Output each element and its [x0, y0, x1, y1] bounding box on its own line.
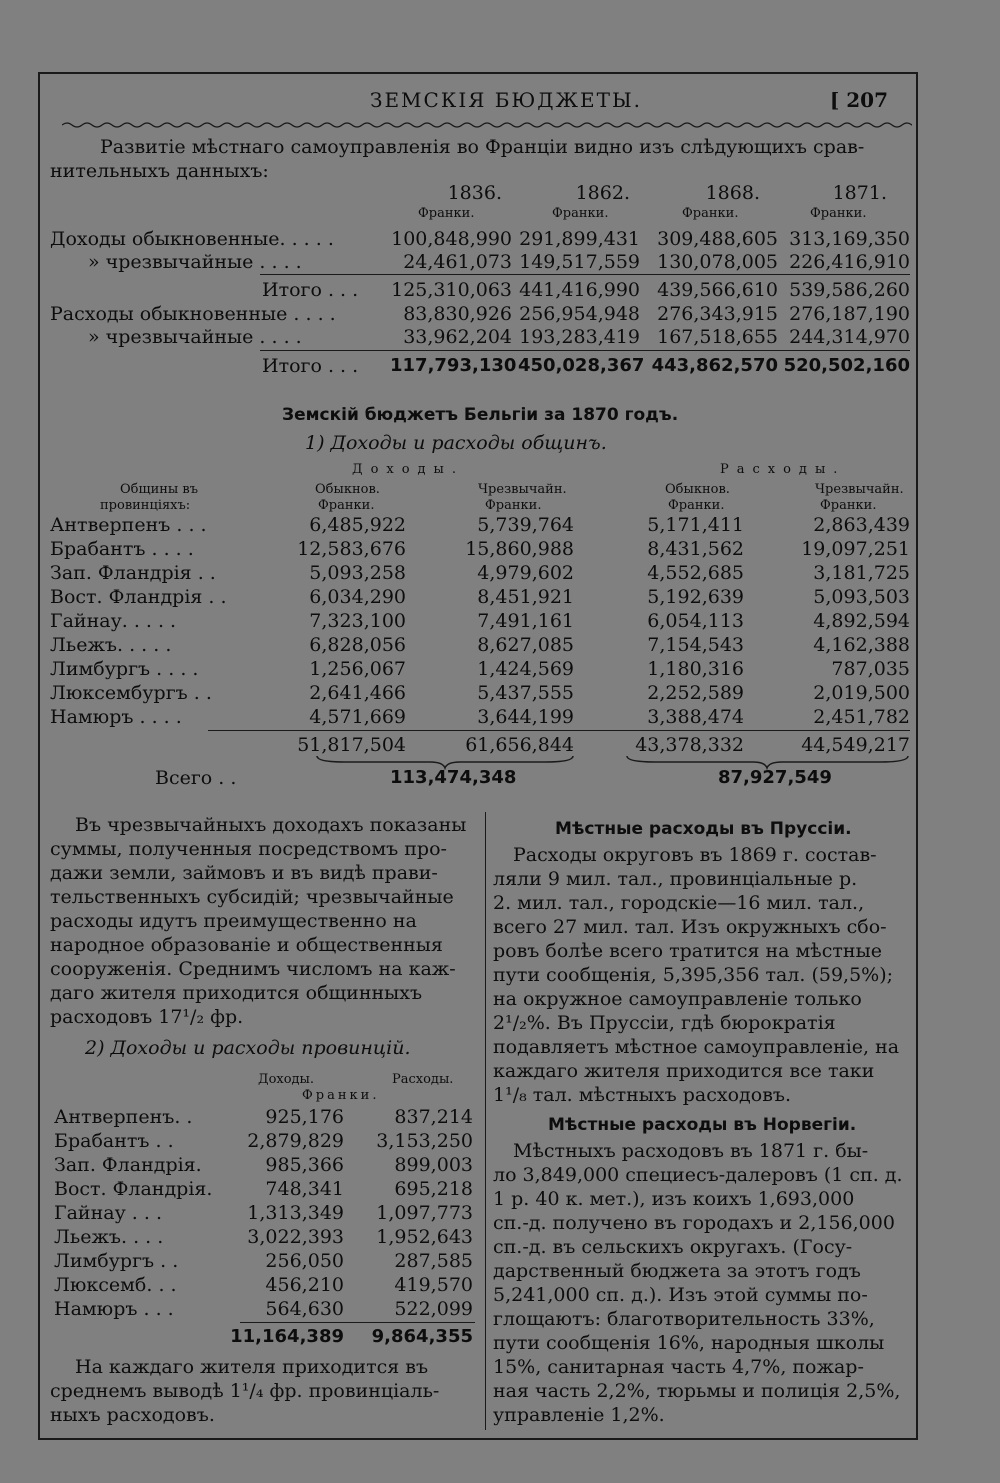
belgium-unit: Франки. — [820, 498, 877, 513]
left-para-line: Въ чрезвычайныхъ доходахъ показаны — [75, 814, 467, 836]
norway-line: 5,241,000 сп. д.). Изъ этой суммы по- — [493, 1284, 868, 1306]
belgium-col-head: Обыкнов. — [665, 482, 730, 497]
belgium-cell: 15,860,988 — [465, 538, 574, 560]
belgium-cell: 6,054,113 — [647, 610, 744, 632]
belgium-cell: 8,627,085 — [477, 634, 574, 656]
france-cell: 167,518,655 — [657, 326, 778, 348]
france-year-4: 1871. — [832, 182, 887, 204]
france-cell: 226,416,910 — [789, 251, 910, 273]
page-number: [ 207 — [829, 88, 888, 112]
norway-line: глощаютъ: благотворительность 33%, — [493, 1308, 875, 1330]
belgium-group-expense: Расходы. — [720, 462, 846, 477]
prussia-line: каждаго жителя приходится все таки — [493, 1060, 875, 1082]
prussia-line: всего 27 мил. тал. Изъ окружныхъ сбо- — [493, 916, 887, 938]
france-cell: 539,586,260 — [789, 279, 910, 301]
belgium-cell: 8,451,921 — [477, 586, 574, 608]
province-name: Гайнау . . . — [54, 1202, 162, 1224]
prussia-line: на окружное самоуправленіе только — [493, 988, 862, 1010]
left-para-line: сооруженія. Среднимъ числомъ на каж- — [50, 958, 456, 980]
belgium-row-name: Зап. Фландрія . . — [50, 562, 216, 584]
belgium-total-expense: 87,927,549 — [718, 767, 832, 788]
left-final-line: среднемъ выводѣ 1¹/₄ фр. провинціаль- — [50, 1380, 440, 1402]
belgium-row-name: Антверпенъ . . . — [50, 514, 207, 536]
left-para-line: тельственныхъ субсидій; чрезвычайные — [50, 886, 454, 908]
belgium-cell: 1,424,569 — [477, 658, 574, 680]
norway-line: сп.-д. въ сельскихъ округахъ. (Госу- — [493, 1236, 853, 1258]
france-row-label: Итого . . . — [262, 279, 359, 301]
left-final-line: ныхъ расходовъ. — [50, 1404, 215, 1426]
belgium-row-name: Намюръ . . . . — [50, 706, 182, 728]
france-row-label: Доходы обыкновенные. . . . . — [50, 228, 334, 250]
province-cell: 522,099 — [394, 1298, 473, 1320]
prussia-line: ровъ болѣе всего тратится на мѣстные — [493, 940, 882, 962]
belgium-cell: 787,035 — [831, 658, 910, 680]
province-cell: 287,585 — [394, 1250, 473, 1272]
left-para-line: народное образованіе и общественныя — [50, 934, 443, 956]
norway-line: ло 3,849,000 специесъ-далеровъ (1 сп. д. — [493, 1164, 903, 1186]
belgium-sum: 44,549,217 — [801, 734, 910, 756]
france-cell: 117,793,130 — [390, 355, 517, 376]
belgium-sum: 43,378,332 — [635, 734, 744, 756]
belgium-cell: 7,323,100 — [309, 610, 406, 632]
france-unit-4: Франки. — [810, 206, 867, 221]
left-para-line: суммы, полученныя посредствомъ про- — [50, 838, 447, 860]
province-cell: 899,003 — [394, 1154, 473, 1176]
france-cell: 313,169,350 — [789, 228, 910, 250]
belgium-cell: 4,571,669 — [309, 706, 406, 728]
france-cell: 149,517,559 — [519, 251, 640, 273]
belgium-row-name: Брабантъ . . . . — [50, 538, 194, 560]
running-header — [40, 88, 916, 118]
belgium-subtitle-1: 1) Доходы и расходы общинъ. — [305, 432, 607, 454]
france-year-1: 1836. — [447, 182, 502, 204]
belgium-cell: 19,097,251 — [801, 538, 910, 560]
province-name: Вост. Фландрія. — [54, 1178, 213, 1200]
left-para-line: расходы идутъ преимущественно на — [50, 910, 417, 932]
column-divider — [485, 812, 486, 1430]
belgium-cell: 5,739,764 — [477, 514, 574, 536]
belgium-cell: 6,485,922 — [309, 514, 406, 536]
belgium-col-head: Чрезвычайн. — [815, 482, 904, 497]
belgium-unit: Франки. — [485, 498, 542, 513]
belgium-cell: 5,171,411 — [647, 514, 744, 536]
left-final-line: На каждаго жителя приходится въ — [75, 1356, 429, 1378]
province-name: Льежъ. . . . — [54, 1226, 164, 1248]
france-cell: 276,187,190 — [789, 303, 910, 325]
province-cell: 837,214 — [394, 1106, 473, 1128]
province-name: Лимбургъ . . — [54, 1250, 179, 1272]
prussia-line: пути сообщенія, 5,395,356 тал. (59,5%); — [493, 964, 894, 986]
belgium-cell: 7,491,161 — [477, 610, 574, 632]
province-name: Намюръ . . . — [54, 1298, 174, 1320]
provinces-head-income: Доходы. — [258, 1072, 315, 1087]
france-cell: 83,830,926 — [403, 303, 512, 325]
france-cell: 130,078,005 — [657, 251, 778, 273]
belgium-cell: 2,252,589 — [647, 682, 744, 704]
france-row-label: Расходы обыкновенные . . . . — [50, 303, 336, 325]
belgium-cell: 4,892,594 — [813, 610, 910, 632]
province-cell: 1,952,643 — [376, 1226, 473, 1248]
province-cell: 2,879,829 — [247, 1130, 344, 1152]
belgium-cell: 2,451,782 — [813, 706, 910, 728]
left-para-line: расходовъ 17¹/₂ фр. — [50, 1006, 244, 1028]
province-cell: 564,630 — [265, 1298, 344, 1320]
france-cell: 276,343,915 — [657, 303, 778, 325]
norway-line: ная часть 2,2%, тюрьмы и полиція 2,5%, — [493, 1380, 901, 1402]
belgium-cell: 5,093,503 — [813, 586, 910, 608]
belgium-cell: 12,583,676 — [297, 538, 406, 560]
belgium-sum: 61,656,844 — [465, 734, 574, 756]
france-unit-3: Франки. — [682, 206, 739, 221]
province-cell: 1,097,773 — [376, 1202, 473, 1224]
france-row-label: » чрезвычайные . . . . — [88, 251, 302, 273]
province-cell: 3,022,393 — [247, 1226, 344, 1248]
wavy-rule — [62, 120, 912, 130]
provinces-sum-rule — [240, 1322, 475, 1323]
france-cell: 441,416,990 — [519, 279, 640, 301]
france-cell: 24,461,073 — [403, 251, 512, 273]
france-cell: 520,502,160 — [783, 355, 910, 376]
provinces-sum: 9,864,355 — [371, 1326, 473, 1347]
belgium-col-label-1: Общины въ — [120, 482, 198, 497]
norway-line: управленіе 1,2%. — [493, 1404, 665, 1426]
belgium-sum: 51,817,504 — [297, 734, 406, 756]
belgium-cell: 5,437,555 — [477, 682, 574, 704]
belgium-unit: Франки. — [668, 498, 725, 513]
belgium-total-label: Всего . . — [155, 767, 237, 789]
belgium-cell: 4,162,388 — [813, 634, 910, 656]
france-unit-1: Франки. — [418, 206, 475, 221]
france-cell: 193,283,419 — [519, 326, 640, 348]
belgium-cell: 2,641,466 — [309, 682, 406, 704]
prussia-line: 1¹/₈ тал. мѣстныхъ расходовъ. — [493, 1084, 792, 1106]
prussia-line: 2. мил. тал., городскіе—16 мил. тал., — [493, 892, 865, 914]
belgium-cell: 6,034,290 — [309, 586, 406, 608]
belgium-cell: 4,552,685 — [647, 562, 744, 584]
belgium-sum-rule — [208, 730, 910, 731]
belgium-cell: 2,863,439 — [813, 514, 910, 536]
france-row-label: » чрезвычайные . . . . — [88, 326, 302, 348]
france-year-3: 1868. — [705, 182, 760, 204]
belgium-cell: 1,256,067 — [309, 658, 406, 680]
france-intro-line-1: Развитіе мѣстнаго самоуправленія во Франціи видно изъ слѣдующихъ срав- — [100, 136, 865, 158]
norway-line: 1 р. 40 к. мет.), изъ коихъ 1,693,000 — [493, 1188, 855, 1210]
prussia-line: 2¹/₂%. Въ Пруссіи, гдѣ бюрократія — [493, 1012, 836, 1034]
prussia-line: ляли 9 мил. тал., провинціальные р. — [493, 868, 858, 890]
belgium-cell: 1,180,316 — [647, 658, 744, 680]
belgium-row-name: Льежъ. . . . . — [50, 634, 172, 656]
province-cell: 695,218 — [394, 1178, 473, 1200]
belgium-total-income: 113,474,348 — [390, 767, 517, 788]
left-para-line: дажи земли, займовъ и въ видѣ прави- — [50, 862, 438, 884]
prussia-title: Мѣстные расходы въ Пруссіи. — [555, 819, 852, 839]
norway-line: пути сообщенія 16%, народныя школы — [493, 1332, 885, 1354]
belgium-cell: 3,388,474 — [647, 706, 744, 728]
belgium-row-name: Люксембургъ . . — [50, 682, 212, 704]
france-year-2: 1862. — [575, 182, 630, 204]
province-cell: 985,366 — [265, 1154, 344, 1176]
province-name: Люксемб. . . — [54, 1274, 177, 1296]
province-name: Брабантъ . . — [54, 1130, 174, 1152]
belgium-cell: 3,644,199 — [477, 706, 574, 728]
belgium-cell: 3,181,725 — [813, 562, 910, 584]
running-title: ЗЕМСКІЯ БЮДЖЕТЫ. — [370, 88, 642, 112]
belgium-row-name: Лимбургъ . . . . — [50, 658, 199, 680]
prussia-line: Расходы округовъ въ 1869 г. состав- — [513, 844, 877, 866]
province-cell: 925,176 — [265, 1106, 344, 1128]
book-page — [38, 72, 918, 1440]
france-cell: 33,962,204 — [403, 326, 512, 348]
france-cell: 443,862,570 — [651, 355, 778, 376]
province-cell: 256,050 — [265, 1250, 344, 1272]
france-cell: 309,488,605 — [657, 228, 778, 250]
left-para-line: даго жителя приходится общинныхъ — [50, 982, 423, 1004]
france-cell: 439,566,610 — [657, 279, 778, 301]
provinces-unit: Франки. — [302, 1088, 380, 1103]
belgium-row-name: Гайнау. . . . . — [50, 610, 177, 632]
france-cell: 291,899,431 — [519, 228, 640, 250]
norway-line: 15%, санитарная часть 4,7%, пожар- — [493, 1356, 864, 1378]
province-cell: 748,341 — [265, 1178, 344, 1200]
belgium-col-head: Обыкнов. — [315, 482, 380, 497]
province-cell: 1,313,349 — [247, 1202, 344, 1224]
belgium-row-name: Вост. Фландрія . . — [50, 586, 227, 608]
provinces-sum: 11,164,389 — [230, 1326, 344, 1347]
france-rule-2 — [260, 350, 910, 351]
belgium-cell: 8,431,562 — [647, 538, 744, 560]
france-rule-1 — [260, 274, 910, 275]
france-cell: 125,310,063 — [391, 279, 512, 301]
belgium-cell: 5,093,258 — [309, 562, 406, 584]
prussia-line: подавляетъ мѣстное самоуправленіе, на — [493, 1036, 900, 1058]
province-cell: 419,570 — [394, 1274, 473, 1296]
france-cell: 244,314,970 — [789, 326, 910, 348]
belgium-cell: 4,979,602 — [477, 562, 574, 584]
province-cell: 456,210 — [265, 1274, 344, 1296]
france-cell: 450,028,367 — [518, 355, 645, 376]
belgium-cell: 2,019,500 — [813, 682, 910, 704]
norway-line: Мѣстныхъ расходовъ въ 1871 г. бы- — [513, 1140, 869, 1162]
belgium-cell: 6,828,056 — [309, 634, 406, 656]
belgium-title: Земскій бюджетъ Бельгіи за 1870 годъ. — [282, 405, 679, 425]
provinces-subtitle: 2) Доходы и расходы провинцій. — [85, 1037, 411, 1059]
province-cell: 3,153,250 — [376, 1130, 473, 1152]
belgium-group-income: Доходы. — [352, 462, 465, 477]
france-row-label: Итого . . . — [262, 355, 359, 377]
belgium-col-label-2: провинціяхъ: — [100, 498, 191, 513]
norway-line: сп.-д. получено въ городахъ и 2,156,000 — [493, 1212, 895, 1234]
belgium-cell: 7,154,543 — [647, 634, 744, 656]
france-cell: 100,848,990 — [391, 228, 512, 250]
belgium-col-head: Чрезвычайн. — [478, 482, 567, 497]
belgium-unit: Франки. — [318, 498, 375, 513]
belgium-cell: 5,192,639 — [647, 586, 744, 608]
norway-title: Мѣстные расходы въ Норвегіи. — [548, 1115, 857, 1135]
france-intro-line-2: нительныхъ данныхъ: — [50, 160, 269, 182]
france-unit-2: Франки. — [552, 206, 609, 221]
norway-line: дарственный бюджета за этотъ годъ — [493, 1260, 861, 1282]
provinces-head-expense: Расходы. — [392, 1072, 454, 1087]
province-name: Антверпенъ. . — [54, 1106, 193, 1128]
france-cell: 256,954,948 — [519, 303, 640, 325]
province-name: Зап. Фландрія. — [54, 1154, 202, 1176]
